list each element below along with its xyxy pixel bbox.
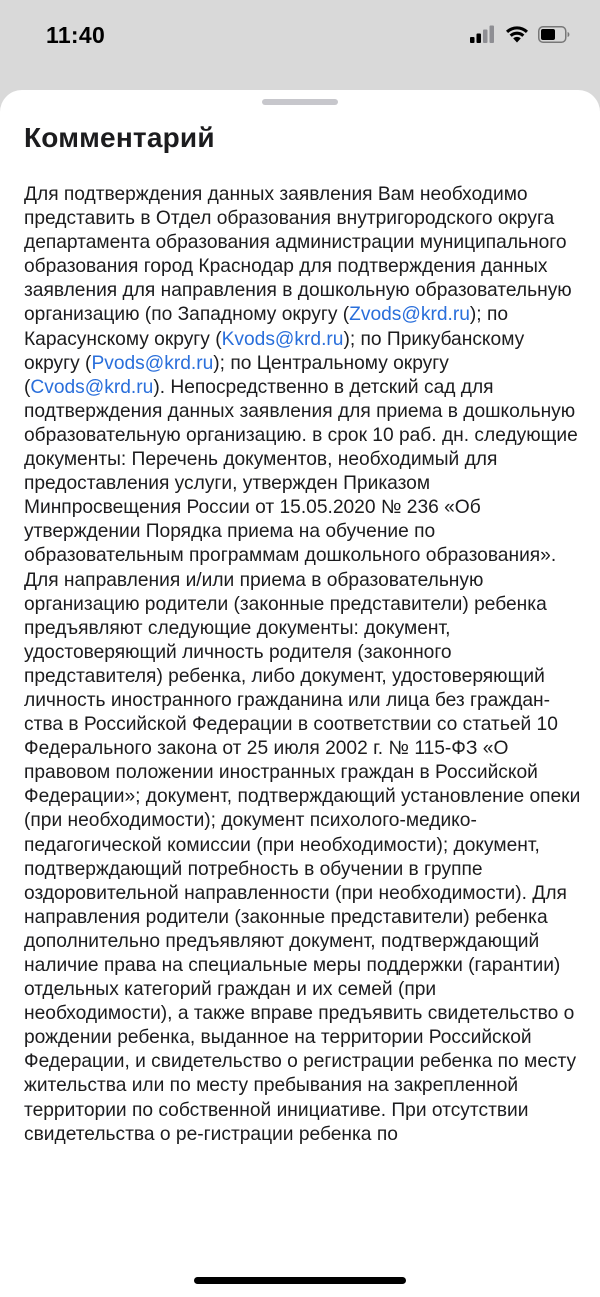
email-link-kvods[interactable]: Kvods@krd.ru (221, 328, 344, 350)
sheet-title: Комментарий (24, 122, 215, 153)
comment-text-segment: ). Непосредственно в детский сад для подтверждения данных заявления для приема в дошкольную образовательную организацию. в срок 10 раб. дн. следующие документы: Перечень документов, необходимый для предоставления услуги, утвержден Приказом Минпросвещения России от 15.05.2020 № 236 «Об утверждении Порядка приема на обучение по образовательным программам дошкольного образования». Для направления и/или приема в образовательную организацию родители (законные представители) ребенка предъявляют следующие документы: документ, удостоверяющий личность родителя (законного представителя) ребенка, либо документ, удостоверяющий личность иностранного гражданина или лица без граждан-ства в Российской Федерации в соответствии со статьей 10 Федерального закона от 25 июля 2002 г. № 115-ФЗ «О правовом положении иностранных граждан в Российской Федерации»; документ, подтверждающий установление опеки (при необходимости); документ психолого-медико-педагогической комиссии (при необходимости); документ, подтверждающий потребность в обучении в группе оздоровительной направленности (при необходимости). Для направления родители (законные представители) ребенка дополнительно предъявляют документ, подтверждающий наличие права на специальные меры поддержки (гарантии) отдельных категорий граждан и их семей (при необходимости), а также вправе предъявить свидетельство о рождении ребенка, выданное на территории Российской Федерации, и свидетельство о регистрации ребенка по месту жительства или по месту пребывания на закрепленной территории по собственной инициативе. При отсутствии свидетельства о ре-гистрации ребенка по (24, 376, 581, 1145)
comment-text-segment: ); по Центральному округу ( (24, 352, 449, 398)
status-icons (470, 25, 570, 48)
status-bar (0, 0, 600, 90)
home-indicator[interactable] (194, 1277, 406, 1284)
comment-text-segment: ); по Прикубанскому округу ( (24, 328, 525, 374)
status-time: 11:40 (46, 22, 106, 48)
comment-sheet (0, 90, 600, 1297)
battery-icon (538, 26, 570, 48)
cellular-signal-icon (470, 25, 496, 48)
comment-text-segment: ); по Карасунскому округу ( (24, 304, 509, 350)
email-link-pvods[interactable]: Pvods@krd.ru (91, 352, 214, 374)
email-link-zvods[interactable]: Zvods@krd.ru (349, 304, 470, 326)
wifi-icon (505, 25, 529, 48)
sheet-grabber-handle[interactable] (262, 99, 338, 105)
comment-text (24, 183, 584, 1147)
email-link-cvods[interactable]: Cvods@krd.ru (30, 376, 154, 398)
comment-text-segment: Для подтверждения данных заявления Вам необходимо представить в Отдел образования внутригородского округа департамента образования администрации муниципального образования город Краснодар для подтверждения данных заявления для направления в дошкольную образовательную организацию (по Западному округу ( (24, 184, 572, 326)
